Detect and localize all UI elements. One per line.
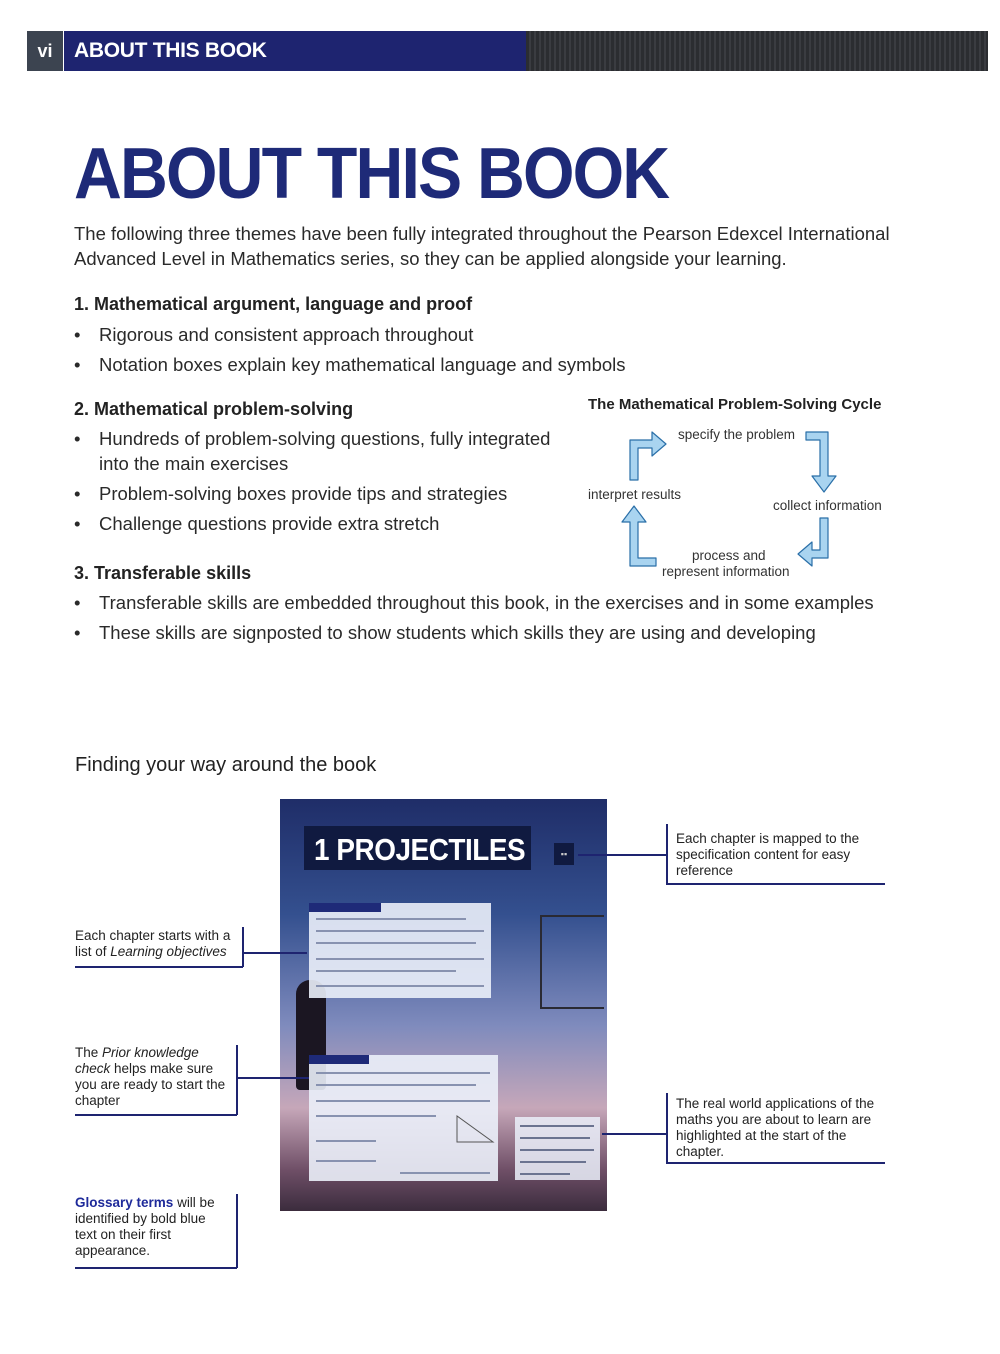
section-2-list — [74, 426, 554, 541]
text-placeholder — [316, 1160, 376, 1162]
prior-knowledge-header — [309, 1055, 369, 1064]
section-1-title: 1. Mathematical argument, language and proof — [74, 294, 473, 314]
text-placeholder — [520, 1149, 594, 1151]
section-3-title: 3. Transferable skills — [74, 563, 252, 583]
callout-pointer — [243, 952, 307, 954]
callout-specification: Each chapter is mapped to the specification content for easy reference — [676, 831, 860, 878]
basketball-hoop-graphic — [540, 915, 604, 1009]
arrow-up-right-icon — [630, 432, 666, 480]
callout-border — [236, 1045, 238, 1115]
section-1-list — [74, 322, 874, 382]
text-placeholder — [316, 1072, 490, 1074]
specification-icon: ▪▪ — [554, 843, 574, 865]
section-2-title: 2. Mathematical problem-solving — [74, 399, 354, 419]
text-placeholder — [316, 918, 466, 920]
callout-learning-objectives: Each chapter starts with a list of Learning objectives — [75, 928, 231, 959]
section-3-list — [74, 590, 974, 650]
callout-underline — [75, 1114, 237, 1116]
cycle-label-process-2: represent information — [662, 564, 790, 579]
text-placeholder — [316, 985, 484, 987]
text-placeholder — [520, 1161, 586, 1163]
callout-glossary: Glossary terms will be identified by bold blue text on their first appearance. — [75, 1195, 215, 1258]
cycle-label-collect: collect information — [773, 498, 882, 513]
callout-border — [666, 1093, 668, 1163]
list-item: • Problem-solving boxes provide tips and strategies — [74, 483, 508, 504]
intro-paragraph: The following three themes have been fully integrated throughout the Pearson Edexcel International Advanced Level in Mathematics series, so they can be applied alongside your learning. — [74, 223, 890, 269]
chapter-title: 1 PROJECTILES — [314, 832, 526, 867]
callout-underline — [666, 883, 885, 885]
callout-pointer — [578, 854, 667, 856]
callout-prior-knowledge: The Prior knowledge check helps make sure you are ready to start the chapter — [75, 1045, 226, 1108]
cycle-label-specify: specify the problem — [678, 427, 796, 442]
text-placeholder — [316, 1100, 490, 1102]
callout-underline — [666, 1162, 885, 1164]
callout-underline — [75, 1267, 237, 1269]
callout-real-world: The real world applications of the maths you are about to learn are highlighted at the start of the chapter. — [676, 1096, 875, 1159]
text-placeholder — [520, 1137, 590, 1139]
text-placeholder — [400, 1172, 490, 1174]
callout-pointer — [602, 1133, 667, 1135]
list-item: • Hundreds of problem-solving questions, fully integrated into the main exercises — [74, 428, 551, 474]
list-item: • Challenge questions provide extra stretch — [74, 513, 440, 534]
arrow-left-up-icon — [622, 506, 656, 566]
page-title: ABOUT THIS BOOK — [74, 134, 669, 214]
text-placeholder — [316, 958, 484, 960]
text-placeholder — [316, 942, 476, 944]
text-placeholder — [316, 1115, 436, 1117]
callout-underline — [75, 966, 243, 968]
page-header — [0, 31, 988, 71]
list-item: • These skills are signposted to show students which skills they are using and developing — [74, 622, 816, 643]
text-placeholder — [316, 930, 484, 932]
callout-border — [236, 1194, 238, 1268]
list-item: • Rigorous and consistent approach throughout — [74, 324, 474, 345]
text-placeholder — [316, 970, 456, 972]
text-placeholder — [520, 1173, 570, 1175]
text-placeholder — [316, 1140, 376, 1142]
finding-your-way-heading: Finding your way around the book — [75, 754, 377, 776]
header-decoration — [526, 31, 988, 71]
page-number: vi — [27, 31, 63, 71]
arrow-down-left-icon — [798, 518, 828, 566]
callout-border — [242, 927, 244, 967]
cycle-label-interpret: interpret results — [588, 487, 682, 502]
cycle-title: The Mathematical Problem-Solving Cycle — [588, 396, 882, 413]
text-placeholder — [520, 1125, 594, 1127]
learning-objectives-header — [309, 903, 381, 912]
cycle-label-process-1: process and — [692, 548, 766, 563]
arrow-right-down-icon — [806, 432, 836, 492]
callout-pointer — [237, 1077, 309, 1079]
header-title: ABOUT THIS BOOK — [74, 39, 267, 62]
list-item: • Notation boxes explain key mathematical language and symbols — [74, 354, 626, 375]
text-placeholder — [316, 1084, 476, 1086]
list-item: • Transferable skills are embedded throughout this book, in the exercises and in some examples — [74, 592, 874, 613]
triangle-diagram-icon — [455, 1112, 495, 1144]
